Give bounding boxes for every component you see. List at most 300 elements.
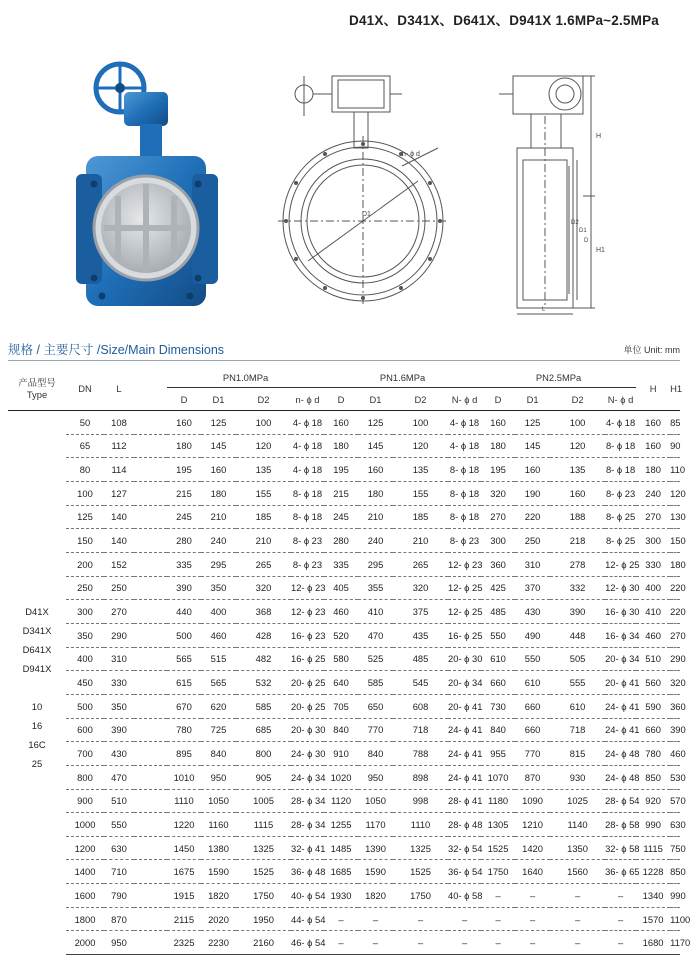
table-cell: 790 <box>104 884 134 908</box>
table-cell: 110 <box>670 458 680 482</box>
table-cell: 600 <box>66 718 104 742</box>
table-cell: 24- ϕ 41 <box>605 694 636 718</box>
table-cell: – <box>605 907 636 931</box>
table-cell: 370 <box>515 576 550 600</box>
spacer-cell <box>134 765 167 789</box>
table-cell: 610 <box>481 647 515 671</box>
front-n-label: n- ϕ d <box>402 151 420 158</box>
spacer-cell <box>134 529 167 553</box>
table-cell: 470 <box>104 765 134 789</box>
table-cell: 700 <box>66 742 104 766</box>
table-cell: 155 <box>393 481 448 505</box>
table-cell: 280 <box>324 529 358 553</box>
table-cell: 620 <box>201 694 236 718</box>
table-cell: 28- ϕ 54 <box>605 789 636 813</box>
table-cell: 218 <box>550 529 605 553</box>
table-cell: 240 <box>201 529 236 553</box>
pn16-d2-header: D2 <box>393 388 448 411</box>
table-cell: 1325 <box>236 836 291 860</box>
table-cell: 1140 <box>550 813 605 837</box>
table-cell: 2230 <box>201 931 236 955</box>
table-cell: 998 <box>393 789 448 813</box>
table-cell: 130 <box>670 505 680 529</box>
table-cell: 1640 <box>515 860 550 884</box>
table-cell: 8- ϕ 23 <box>605 481 636 505</box>
table-cell: 1820 <box>358 884 393 908</box>
table-cell: 1070 <box>481 765 515 789</box>
table-cell: 660 <box>481 671 515 695</box>
table-row <box>8 742 680 766</box>
table-cell: – <box>550 884 605 908</box>
table-cell: 180 <box>358 481 393 505</box>
table-cell: 335 <box>167 552 201 576</box>
table-cell: 1255 <box>324 813 358 837</box>
table-cell: 2020 <box>201 907 236 931</box>
table-cell: 400 <box>201 600 236 624</box>
table-cell: 127 <box>104 481 134 505</box>
table-cell: 8- ϕ 18 <box>448 481 481 505</box>
spacer-cell <box>134 552 167 576</box>
table-cell: 1120 <box>324 789 358 813</box>
table-cell: 20- ϕ 34 <box>448 671 481 695</box>
pressure-label: 16 <box>31 720 43 732</box>
table-cell: 525 <box>358 647 393 671</box>
h-header: H <box>636 367 670 411</box>
table-cell: 1170 <box>358 813 393 837</box>
table-cell: – <box>605 884 636 908</box>
table-cell: 145 <box>358 434 393 458</box>
table-cell: 270 <box>481 505 515 529</box>
table-cell: 4- ϕ 18 <box>448 434 481 458</box>
table-cell: 310 <box>104 647 134 671</box>
spacer-cell <box>134 931 167 955</box>
table-cell: 120 <box>393 434 448 458</box>
table-cell: 585 <box>236 694 291 718</box>
table-cell: 460 <box>636 623 670 647</box>
table-cell: 705 <box>324 694 358 718</box>
table-cell: 215 <box>167 481 201 505</box>
table-cell: 195 <box>324 458 358 482</box>
type-label: D341X <box>22 625 52 637</box>
table-cell: 160 <box>481 411 515 435</box>
pn25-d-header: D <box>481 388 515 411</box>
table-cell: 240 <box>358 529 393 553</box>
table-cell: 1800 <box>66 907 104 931</box>
table-cell: 295 <box>358 552 393 576</box>
table-cell: 44- ϕ 54 <box>291 907 324 931</box>
spacer-cell <box>134 576 167 600</box>
table-cell: 36- ϕ 48 <box>291 860 324 884</box>
table-cell: 220 <box>670 576 680 600</box>
table-row <box>8 647 680 671</box>
table-row <box>8 529 680 553</box>
table-cell: 100 <box>393 411 448 435</box>
table-cell: 1115 <box>636 836 670 860</box>
table-cell: 278 <box>550 552 605 576</box>
table-cell: 24- ϕ 41 <box>448 742 481 766</box>
table-cell: 120 <box>236 434 291 458</box>
table-cell: 320 <box>393 576 448 600</box>
table-cell: – <box>515 907 550 931</box>
side-view-drawing <box>487 56 627 314</box>
table-cell: 24- ϕ 41 <box>448 765 481 789</box>
table-cell: 24- ϕ 41 <box>448 718 481 742</box>
table-cell: 470 <box>358 623 393 647</box>
spacer-cell <box>134 718 167 742</box>
table-cell: 8- ϕ 23 <box>448 529 481 553</box>
table-cell: 1050 <box>201 789 236 813</box>
spacer-cell <box>134 907 167 931</box>
table-cell: 250 <box>515 529 550 553</box>
table-row <box>8 907 680 931</box>
table-cell: 295 <box>201 552 236 576</box>
table-cell: 590 <box>636 694 670 718</box>
table-cell: 16- ϕ 34 <box>605 623 636 647</box>
table-cell: 320 <box>670 671 680 695</box>
table-cell: 220 <box>515 505 550 529</box>
table-cell: 180 <box>324 434 358 458</box>
table-cell: 1590 <box>358 860 393 884</box>
table-cell: 870 <box>515 765 550 789</box>
table-cell: 545 <box>393 671 448 695</box>
table-cell: 500 <box>66 694 104 718</box>
table-cell: 125 <box>358 411 393 435</box>
table-cell: 80 <box>66 458 104 482</box>
table-row <box>8 765 680 789</box>
type-label: D941X <box>22 663 52 675</box>
pn10-d1-header: D1 <box>201 388 236 411</box>
table-cell: 1210 <box>515 813 550 837</box>
table-cell: 750 <box>670 836 680 860</box>
table-row <box>8 836 680 860</box>
table-cell: 360 <box>670 694 680 718</box>
table-cell: 125 <box>66 505 104 529</box>
h1-header: H1 <box>670 367 680 411</box>
table-cell: 550 <box>481 623 515 647</box>
table-cell: 8- ϕ 18 <box>291 481 324 505</box>
table-cell: 1525 <box>393 860 448 884</box>
table-cell: 200 <box>66 552 104 576</box>
pn16-nd-header: N- ϕ d <box>448 388 481 411</box>
spacer-cell <box>134 694 167 718</box>
table-cell: 410 <box>636 600 670 624</box>
table-cell: 350 <box>201 576 236 600</box>
table-cell: 160 <box>201 458 236 482</box>
table-cell: 1100 <box>670 907 680 931</box>
table-cell: 290 <box>670 647 680 671</box>
table-cell: 1485 <box>324 836 358 860</box>
table-cell: 160 <box>515 458 550 482</box>
table-cell: 28- ϕ 41 <box>448 789 481 813</box>
table-cell: 4- ϕ 18 <box>605 411 636 435</box>
table-cell: 20- ϕ 25 <box>291 671 324 695</box>
table-cell: 46- ϕ 54 <box>291 931 324 955</box>
pn16-d1-header: D1 <box>358 388 393 411</box>
side-h1-label: H1 <box>596 247 605 254</box>
table-cell: 310 <box>515 552 550 576</box>
table-cell: 1570 <box>636 907 670 931</box>
table-cell: 780 <box>636 742 670 766</box>
table-cell: – <box>448 931 481 955</box>
table-cell: 335 <box>324 552 358 576</box>
table-cell: 1450 <box>167 836 201 860</box>
table-row <box>8 576 680 600</box>
table-cell: 152 <box>104 552 134 576</box>
table-cell: 20- ϕ 41 <box>448 694 481 718</box>
table-cell: 100 <box>66 481 104 505</box>
spacer-cell <box>134 481 167 505</box>
table-cell: 195 <box>167 458 201 482</box>
table-cell: 550 <box>515 647 550 671</box>
table-cell: 660 <box>515 694 550 718</box>
table-cell: 490 <box>515 623 550 647</box>
table-cell: 1170 <box>670 931 680 955</box>
table-cell: 355 <box>358 576 393 600</box>
table-cell: 180 <box>670 552 680 576</box>
table-cell: – <box>324 907 358 931</box>
table-cell: 190 <box>515 481 550 505</box>
table-cell: 650 <box>358 694 393 718</box>
table-cell: 428 <box>236 623 291 647</box>
table-row <box>8 505 680 529</box>
table-cell: 210 <box>201 505 236 529</box>
table-cell: 1325 <box>393 836 448 860</box>
table-cell: – <box>393 931 448 955</box>
table-cell: 1228 <box>636 860 670 884</box>
table-cell: 8- ϕ 18 <box>605 458 636 482</box>
table-cell: 560 <box>636 671 670 695</box>
spacer-cell <box>134 671 167 695</box>
table-cell: 85 <box>670 411 680 435</box>
table-cell: 430 <box>104 742 134 766</box>
table-cell: 20- ϕ 41 <box>605 671 636 695</box>
table-cell: 12- ϕ 25 <box>448 576 481 600</box>
table-cell: 20- ϕ 30 <box>448 647 481 671</box>
table-row <box>8 552 680 576</box>
table-cell: 24- ϕ 41 <box>605 718 636 742</box>
table-cell: 530 <box>670 765 680 789</box>
table-cell: 990 <box>670 884 680 908</box>
table-cell: 410 <box>358 600 393 624</box>
table-cell: 28- ϕ 34 <box>291 813 324 837</box>
table-cell: 24- ϕ 34 <box>291 765 324 789</box>
side-d2-label: D2 <box>571 220 579 226</box>
table-cell: 800 <box>236 742 291 766</box>
table-cell: 850 <box>670 860 680 884</box>
table-cell: 1600 <box>66 884 104 908</box>
table-cell: 24- ϕ 48 <box>605 765 636 789</box>
pn10-nd-header: n- ϕ d <box>291 388 324 411</box>
table-row <box>8 458 680 482</box>
table-cell: 36- ϕ 54 <box>448 860 481 884</box>
pn10-d2-header: D2 <box>236 388 291 411</box>
spacer-cell <box>134 860 167 884</box>
table-cell: 520 <box>324 623 358 647</box>
table-cell: 1340 <box>636 884 670 908</box>
table-cell: 300 <box>66 600 104 624</box>
table-cell: 905 <box>236 765 291 789</box>
spacer-cell <box>134 623 167 647</box>
table-cell: 100 <box>236 411 291 435</box>
table-row <box>8 860 680 884</box>
table-cell: 950 <box>104 931 134 955</box>
table-cell: 718 <box>393 718 448 742</box>
table-cell: 8- ϕ 18 <box>448 458 481 482</box>
table-cell: 350 <box>66 623 104 647</box>
table-cell: 65 <box>66 434 104 458</box>
table-cell: 12- ϕ 23 <box>291 576 324 600</box>
table-cell: 800 <box>66 765 104 789</box>
table-cell: 630 <box>670 813 680 837</box>
table-cell: 112 <box>104 434 134 458</box>
table-cell: 505 <box>550 647 605 671</box>
table-row <box>8 813 680 837</box>
table-cell: 1950 <box>236 907 291 931</box>
table-cell: – <box>515 931 550 955</box>
table-cell: 400 <box>66 647 104 671</box>
table-row <box>8 671 680 695</box>
table-cell: 160 <box>550 481 605 505</box>
table-cell: 1675 <box>167 860 201 884</box>
table-cell: 450 <box>66 671 104 695</box>
table-cell: 180 <box>167 434 201 458</box>
table-cell: 390 <box>550 600 605 624</box>
table-cell: 515 <box>201 647 236 671</box>
table-cell: 265 <box>393 552 448 576</box>
table-cell: 1110 <box>167 789 201 813</box>
table-cell: 270 <box>670 623 680 647</box>
table-cell: 245 <box>167 505 201 529</box>
table-cell: 16- ϕ 25 <box>448 623 481 647</box>
table-cell: 140 <box>104 505 134 529</box>
table-cell: 210 <box>393 529 448 553</box>
table-cell: 145 <box>515 434 550 458</box>
table-cell: 16- ϕ 25 <box>291 647 324 671</box>
unit-label: 单位 Unit: mm <box>623 345 680 355</box>
spacer-cell <box>134 836 167 860</box>
table-cell: 1200 <box>66 836 104 860</box>
table-cell: 210 <box>236 529 291 553</box>
pn16-header: PN1.6MPa <box>324 367 481 388</box>
table-cell: 510 <box>636 647 670 671</box>
table-cell: 360 <box>481 552 515 576</box>
table-cell: 150 <box>670 529 680 553</box>
table-row <box>8 434 680 458</box>
table-cell: 240 <box>636 481 670 505</box>
table-cell: 332 <box>550 576 605 600</box>
table-cell: 1090 <box>515 789 550 813</box>
table-cell: 160 <box>324 411 358 435</box>
table-cell: 1305 <box>481 813 515 837</box>
table-cell: 12- ϕ 23 <box>448 552 481 576</box>
pressure-label: 16C <box>28 739 46 751</box>
table-cell: 28- ϕ 48 <box>448 813 481 837</box>
table-cell: 220 <box>670 600 680 624</box>
table-cell: 12- ϕ 23 <box>291 600 324 624</box>
table-cell: 32- ϕ 41 <box>291 836 324 860</box>
table-cell: 185 <box>236 505 291 529</box>
table-cell: 8- ϕ 25 <box>605 505 636 529</box>
table-cell: 770 <box>358 718 393 742</box>
table-cell: 640 <box>324 671 358 695</box>
table-cell: 390 <box>167 576 201 600</box>
table-cell: 1685 <box>324 860 358 884</box>
table-cell: 100 <box>550 411 605 435</box>
pressure-label: 10 <box>31 701 43 713</box>
table-cell: 1750 <box>481 860 515 884</box>
table-cell: – <box>358 931 393 955</box>
table-cell: 4- ϕ 18 <box>448 411 481 435</box>
spacer-cell <box>134 600 167 624</box>
table-cell: 28- ϕ 58 <box>605 813 636 837</box>
l-header: L <box>104 367 134 411</box>
table-cell: – <box>515 884 550 908</box>
table-cell: 350 <box>104 694 134 718</box>
table-cell: 840 <box>481 718 515 742</box>
table-cell: 630 <box>104 836 134 860</box>
table-cell: 12- ϕ 30 <box>605 576 636 600</box>
table-cell: 300 <box>636 529 670 553</box>
section-title: 规格 / 主要尺寸 /Size/Main Dimensions <box>8 343 225 357</box>
section-header <box>8 338 680 361</box>
table-cell: 990 <box>636 813 670 837</box>
table-cell: 32- ϕ 58 <box>605 836 636 860</box>
table-cell: 670 <box>167 694 201 718</box>
table-cell: 145 <box>201 434 236 458</box>
table-cell: 125 <box>201 411 236 435</box>
table-cell: 330 <box>636 552 670 576</box>
table-cell: 910 <box>324 742 358 766</box>
table-cell: 16- ϕ 23 <box>291 623 324 647</box>
table-cell: 330 <box>104 671 134 695</box>
side-d-label: D <box>584 238 589 244</box>
table-cell: 24- ϕ 30 <box>291 742 324 766</box>
table-cell: 114 <box>104 458 134 482</box>
table-cell: 250 <box>104 576 134 600</box>
table-cell: 108 <box>104 411 134 435</box>
pn25-d2-header: D2 <box>550 388 605 411</box>
table-body <box>8 411 690 955</box>
table-cell: 1010 <box>167 765 201 789</box>
table-cell: 135 <box>393 458 448 482</box>
table-cell: 16- ϕ 30 <box>605 600 636 624</box>
table-cell: 425 <box>481 576 515 600</box>
table-cell: 440 <box>167 600 201 624</box>
table-cell: 1750 <box>236 884 291 908</box>
table-cell: 8- ϕ 18 <box>448 505 481 529</box>
table-cell: 320 <box>481 481 515 505</box>
table-cell: 555 <box>550 671 605 695</box>
table-cell: 1525 <box>481 836 515 860</box>
type-label: D641X <box>22 644 52 656</box>
table-cell: 20- ϕ 30 <box>291 718 324 742</box>
table-cell: 20- ϕ 25 <box>291 694 324 718</box>
table-cell: 1160 <box>201 813 236 837</box>
table-cell: 930 <box>550 765 605 789</box>
table-cell: 950 <box>358 765 393 789</box>
table-cell: 290 <box>104 623 134 647</box>
side-d1-label: D1 <box>579 228 587 234</box>
type-header: 产品型号 Type <box>8 367 66 411</box>
table-cell: 485 <box>393 647 448 671</box>
table-cell: 1680 <box>636 931 670 955</box>
table-cell: – <box>550 931 605 955</box>
table-cell: 4- ϕ 18 <box>291 411 324 435</box>
table-row <box>8 694 680 718</box>
pn25-header: PN2.5MPa <box>481 367 636 388</box>
table-cell: – <box>358 907 393 931</box>
table-cell: 1220 <box>167 813 201 837</box>
